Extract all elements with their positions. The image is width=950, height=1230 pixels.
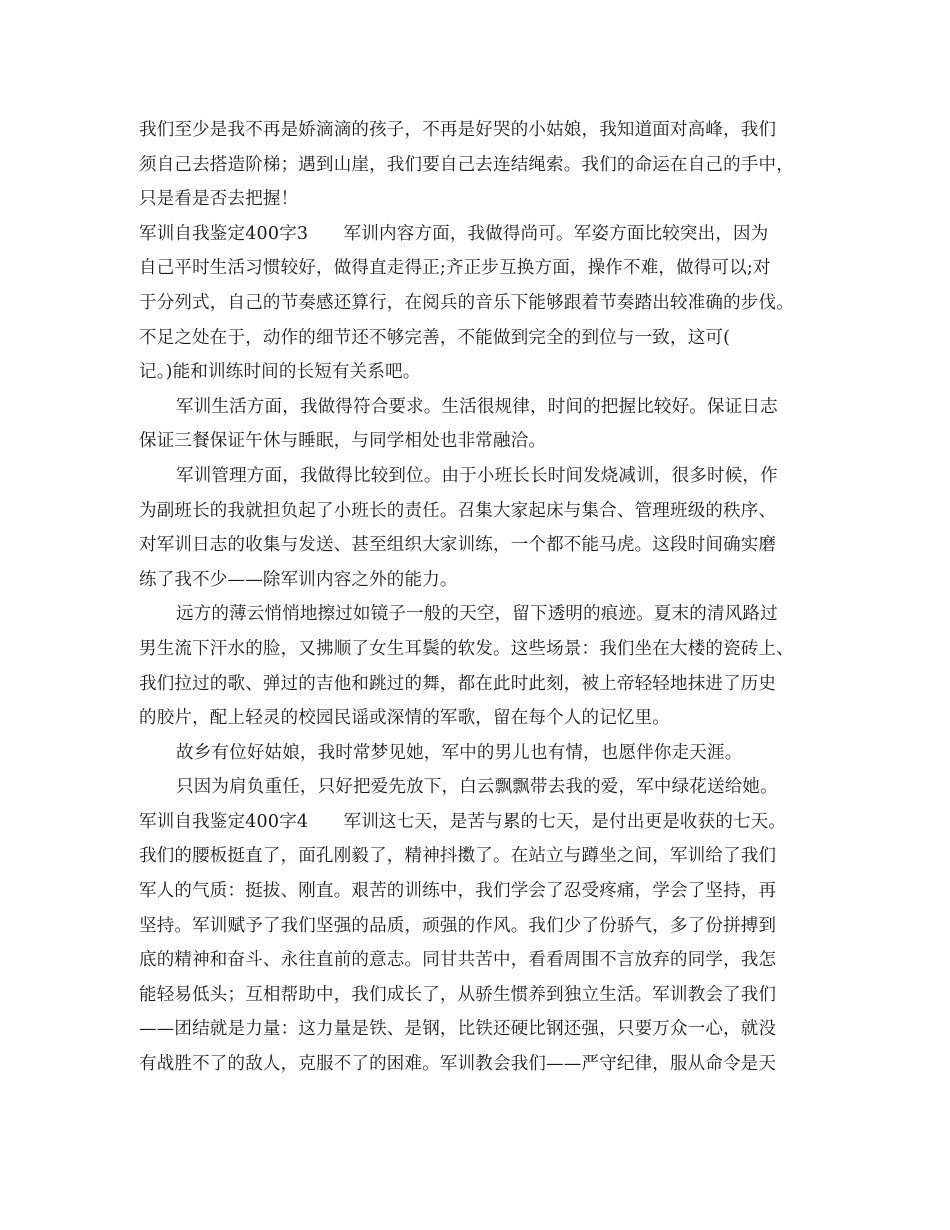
text-line: 须自己去搭造阶梯；遇到山崖，我们要自己去连结绳索。我们的命运在自己的手中，	[139, 154, 794, 175]
text-line: 我们至少是我不再是娇滴滴的孩子，不再是好哭的小姑娘，我知道面对高峰，我们	[139, 120, 777, 140]
text-line: ——团结就是力量：这力量是铁、是钢，比铁还硬比钢还强，只要万众一心，就没	[139, 1019, 777, 1040]
document-body	[139, 113, 819, 1082]
text-line: 练了我不少——除军训内容之外的能力。	[139, 569, 458, 590]
text-line: 为副班长的我就担负起了小班长的责任。召集大家起床与集合、管理班级的秩序、	[139, 500, 777, 521]
text-line: 我们拉过的歌、弹过的吉他和跳过的舞，都在此时此刻，被上帝轻轻地抹进了历史	[139, 673, 777, 694]
text-line: 记。)能和训练时间的长短有关系吧。	[139, 362, 421, 383]
text-line: 不足之处在于，动作的细节还不够完善，不能做到完全的到位与一致，这可(	[139, 327, 731, 348]
text-line: 远方的薄云悄悄地擦过如镜子一般的天空，留下透明的痕迹。夏末的清风路过	[176, 604, 778, 625]
text-line: 男生流下汗水的脸，又拂顺了女生耳鬓的软发。这些场景：我们坐在大楼的瓷砖上、	[139, 638, 794, 659]
text-line: 的胶片，配上轻灵的校园民谣或深情的军歌，留在每个人的记忆里。	[139, 708, 670, 729]
text-line: 对军训日志的收集与发送、甚至组织大家训练，一个都不能马虎。这段时间确实磨	[139, 535, 777, 556]
text-line: 军训自我鉴定400字4 军训这七天，是苦与累的七天，是付出更是收获的七天。	[139, 811, 787, 832]
text-line: 有战胜不了的敌人，克服不了的困难。军训教会我们——严守纪律，服从命令是天	[139, 1054, 777, 1075]
text-line: 军训管理方面，我做得比较到位。由于小班长长时间发烧减训，很多时候，作	[176, 465, 778, 486]
text-line: 自己平时生活习惯较好，做得直走得正;齐正步互换方面，操作不难，做得可以;对	[139, 258, 771, 279]
text-line: 能轻易低头；互相帮助中，我们成长了，从骄生惯养到独立生活。军训教会了我们	[139, 984, 777, 1005]
text-line: 只因为肩负重任，只好把爱先放下，白云飘飘带去我的爱，军中绿花送给她。	[176, 777, 778, 798]
text-line: 我们的腰板挺直了，面孔刚毅了，精神抖擞了。在站立与蹲坐之间，军训给了我们	[139, 846, 777, 867]
text-line: 坚持。军训赋予了我们坚强的品质，顽强的作风。我们少了份骄气，多了份拼搏到	[139, 915, 777, 936]
text-line: 于分列式，自己的节奏感还算行，在阅兵的音乐下能够跟着节奏踏出较准确的步伐。	[139, 292, 794, 313]
text-line: 底的精神和奋斗、永往直前的意志。同甘共苦中，看看周围不言放弃的同学，我怎	[139, 950, 777, 971]
text-line: 故乡有位好姑娘，我时常梦见她，军中的男儿也有情，也愿伴你走天涯。	[176, 742, 743, 763]
text-line: 只是看是否去把握！	[139, 189, 299, 210]
text-line: 保证三餐保证午休与睡眠，与同学相处也非常融洽。	[139, 431, 547, 452]
text-line: 军人的气质：挺拔、刚直。艰苦的训练中，我们学会了忍受疼痛，学会了坚持，再	[139, 881, 777, 902]
text-line: 军训自我鉴定400字3 军训内容方面，我做得尚可。军姿方面比较突出，因为	[139, 223, 769, 244]
text-line: 军训生活方面，我做得符合要求。生活很规律，时间的把握比较好。保证日志	[176, 396, 778, 417]
